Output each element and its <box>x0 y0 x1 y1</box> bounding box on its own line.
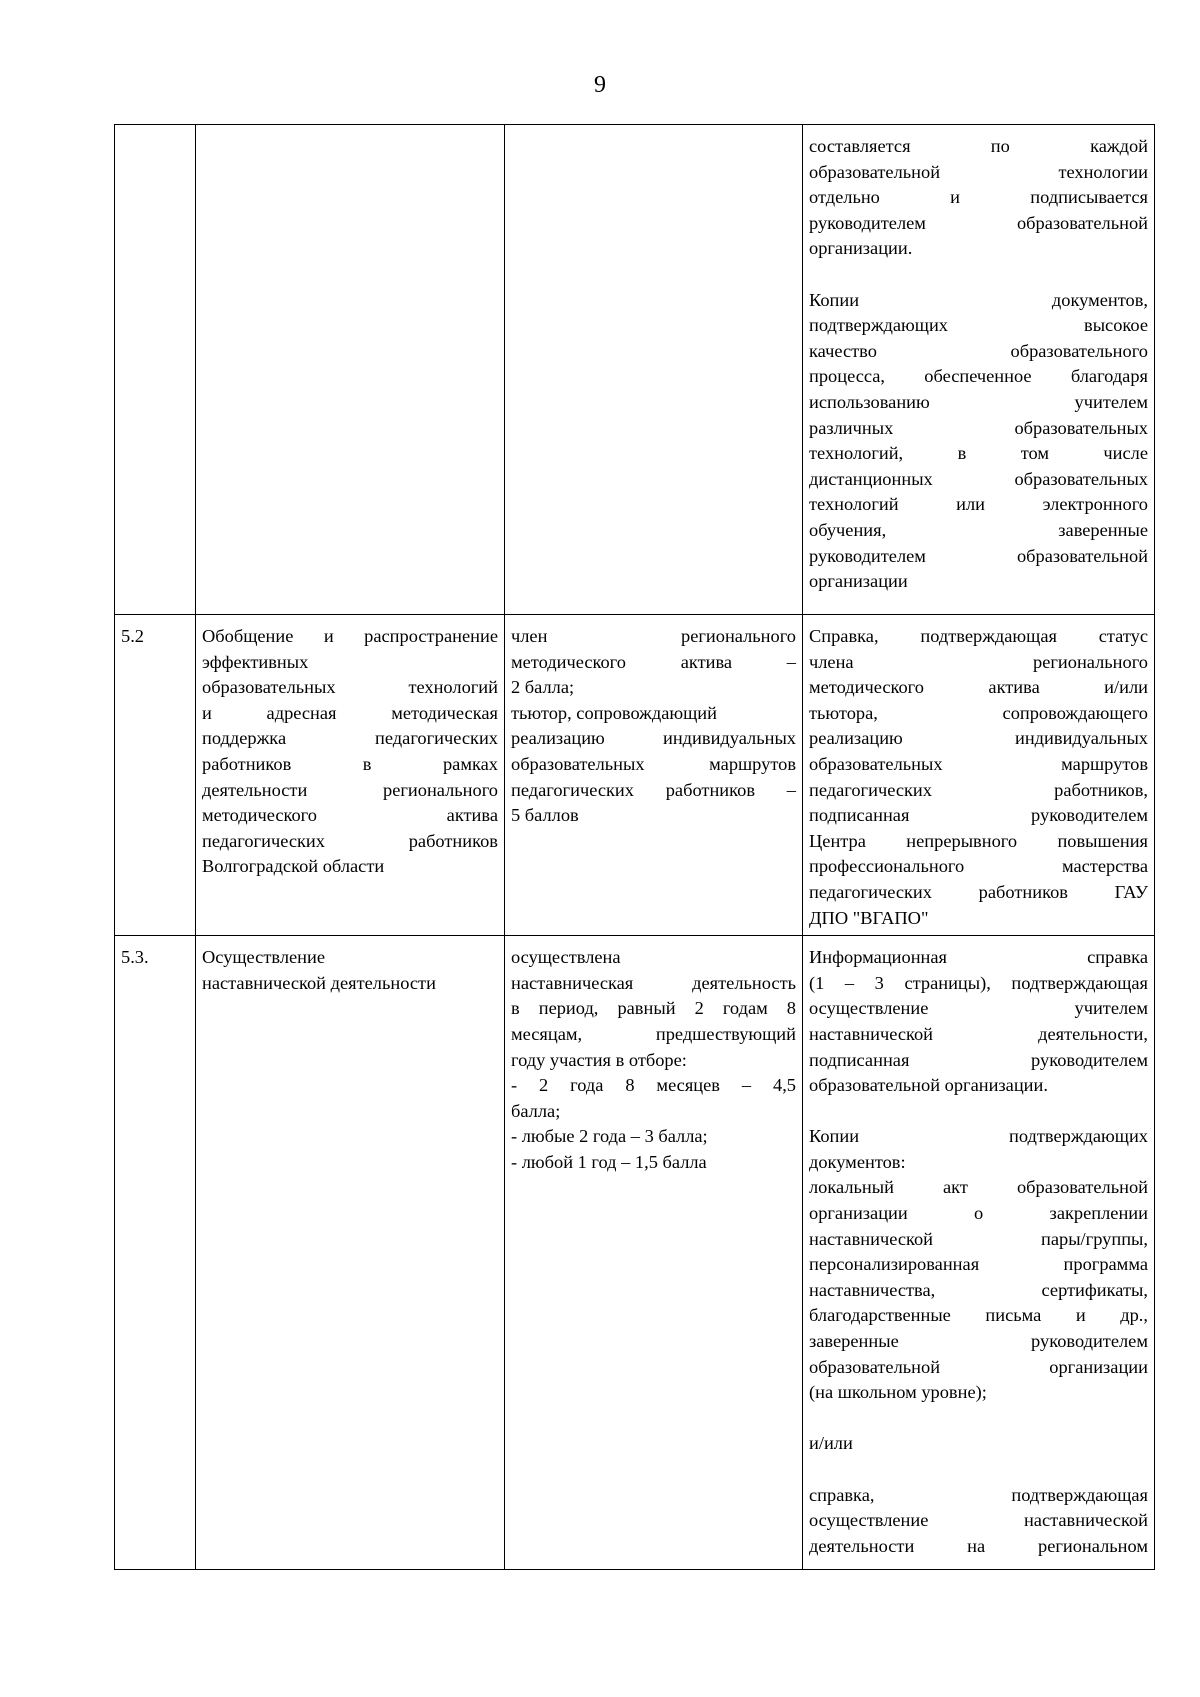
text-line: методического актива <box>202 805 498 826</box>
cell-number: 5.3. <box>115 936 196 1570</box>
criteria-table <box>114 124 1155 1570</box>
text-line: Копии документов, <box>809 289 1148 310</box>
text-line: образовательных маршрутов <box>511 753 796 774</box>
text-line <box>809 1099 1148 1125</box>
text-line: методического актива – <box>511 651 796 672</box>
text-line: Копии подтверждающих <box>809 1126 1148 1147</box>
text-line: образовательной организации. <box>809 1075 1048 1096</box>
text-line: поддержка педагогических <box>202 728 498 749</box>
text-line: обучения, заверенные <box>809 519 1148 540</box>
text-line: технологий, в том числе <box>809 443 1148 464</box>
text-line: отдельно и подписывается <box>809 187 1148 208</box>
text-line: различных образовательных <box>809 417 1148 438</box>
text-line: году участия в отборе: <box>511 1049 687 1070</box>
text-line: педагогических работников ГАУ <box>809 881 1148 902</box>
text-line: подписанная руководителем <box>809 805 1148 826</box>
table-row <box>115 125 1155 615</box>
text-line: и/или <box>809 1433 853 1454</box>
text-line: Справка, подтверждающая статус <box>809 626 1148 646</box>
text-line <box>809 1457 1148 1483</box>
text-line: тьютор, сопровождающий <box>511 702 717 723</box>
text-line: (1 – 3 страницы), подтверждающая <box>809 972 1148 993</box>
cell-indicator <box>196 125 505 615</box>
cell-documents <box>803 125 1155 615</box>
text-line: реализацию индивидуальных <box>809 728 1148 749</box>
text-line: осуществление учителем <box>809 998 1148 1019</box>
text-line: подтверждающих высокое <box>809 315 1148 336</box>
text-line: в период, равный 2 годам 8 <box>511 998 796 1019</box>
text-line: члена регионального <box>809 651 1148 672</box>
text-line: осуществление наставнической <box>809 1510 1148 1531</box>
text-line: наставнической пары/группы, <box>809 1228 1148 1249</box>
cell-number <box>115 125 196 615</box>
text-line: осуществлена <box>511 947 621 968</box>
cell-criteria <box>505 125 803 615</box>
text-line: работников в рамках <box>202 753 498 774</box>
text-line: 5 баллов <box>511 805 579 826</box>
text-line: - любые 2 года – 3 балла; <box>511 1126 708 1147</box>
text-line: персонализированная программа <box>809 1254 1148 1275</box>
text-line: дистанционных образовательных <box>809 468 1148 489</box>
text-line: Информационная справка <box>809 947 1148 968</box>
text-line: Центра непрерывного повышения <box>809 830 1148 851</box>
text-line: подписанная руководителем <box>809 1049 1148 1070</box>
text-line: качество образовательного <box>809 340 1148 361</box>
text-line: технологий или электронного <box>809 494 1148 515</box>
text-line: организации <box>809 571 908 592</box>
text-line: деятельности регионального <box>202 779 498 800</box>
text-line: Обобщение и распространение <box>202 626 498 646</box>
text-line: 2 балла; <box>511 677 575 698</box>
text-line: образовательных технологий <box>202 677 498 698</box>
text-line: благодарственные письма и др., <box>809 1305 1148 1326</box>
cell-number: 5.2 <box>115 615 196 936</box>
text-line: Волгоградской области <box>202 856 385 877</box>
text-line: заверенные руководителем <box>809 1331 1148 1352</box>
text-line: организации. <box>809 238 913 259</box>
text-line <box>809 1406 1148 1432</box>
text-line: локальный акт образовательной <box>809 1177 1148 1198</box>
text-line: наставнической деятельности <box>202 972 436 993</box>
text-line: образовательной организации <box>809 1356 1148 1377</box>
text-line: месяцам, предшествующий <box>511 1023 796 1044</box>
table-row <box>115 615 1155 936</box>
text-line: процесса, обеспеченное благодаря <box>809 366 1148 387</box>
text-line: педагогических работников, <box>809 779 1148 800</box>
text-line: Осуществление <box>202 947 326 968</box>
text-line: наставнической деятельности, <box>809 1023 1148 1044</box>
text-line: составляется по каждой <box>809 136 1148 156</box>
text-line: руководителем образовательной <box>809 212 1148 233</box>
text-line: ДПО "ВГАПО" <box>809 907 929 928</box>
text-line: наставничества, сертификаты, <box>809 1279 1148 1300</box>
text-line: педагогических работников – <box>511 779 796 800</box>
cell-indicator <box>196 615 505 936</box>
cell-criteria <box>505 615 803 936</box>
text-line: педагогических работников <box>202 830 498 851</box>
text-line: и адресная методическая <box>202 702 498 723</box>
cell-indicator <box>196 936 505 1570</box>
text-line: руководителем образовательной <box>809 545 1148 566</box>
text-line: член регионального <box>511 626 796 646</box>
text-line: балла; <box>511 1100 561 1121</box>
text-line: - 2 года 8 месяцев – 4,5 <box>511 1075 796 1096</box>
cell-documents <box>803 615 1155 936</box>
text-line: образовательных маршрутов <box>809 753 1148 774</box>
text-line: - любой 1 год – 1,5 балла <box>511 1151 707 1172</box>
table-row <box>115 936 1155 1570</box>
cell-criteria <box>505 936 803 1570</box>
text-line: (на школьном уровне); <box>809 1382 987 1403</box>
text-line <box>809 262 1148 288</box>
cell-documents <box>803 936 1155 1570</box>
text-line: методического актива и/или <box>809 677 1148 698</box>
text-line: наставническая деятельность <box>511 972 796 993</box>
text-line: документов: <box>809 1151 906 1172</box>
text-line: справка, подтверждающая <box>809 1484 1148 1505</box>
text-line: использованию учителем <box>809 391 1148 412</box>
text-line: образовательной технологии <box>809 161 1148 182</box>
text-line: тьютора, сопровождающего <box>809 702 1148 723</box>
text-line: деятельности на региональном <box>809 1535 1148 1556</box>
text-line: профессионального мастерства <box>809 856 1148 877</box>
text-line: реализацию индивидуальных <box>511 728 796 749</box>
text-line: организации о закреплении <box>809 1203 1148 1224</box>
text-line: эффективных <box>202 651 309 672</box>
page-number: 9 <box>594 72 606 98</box>
